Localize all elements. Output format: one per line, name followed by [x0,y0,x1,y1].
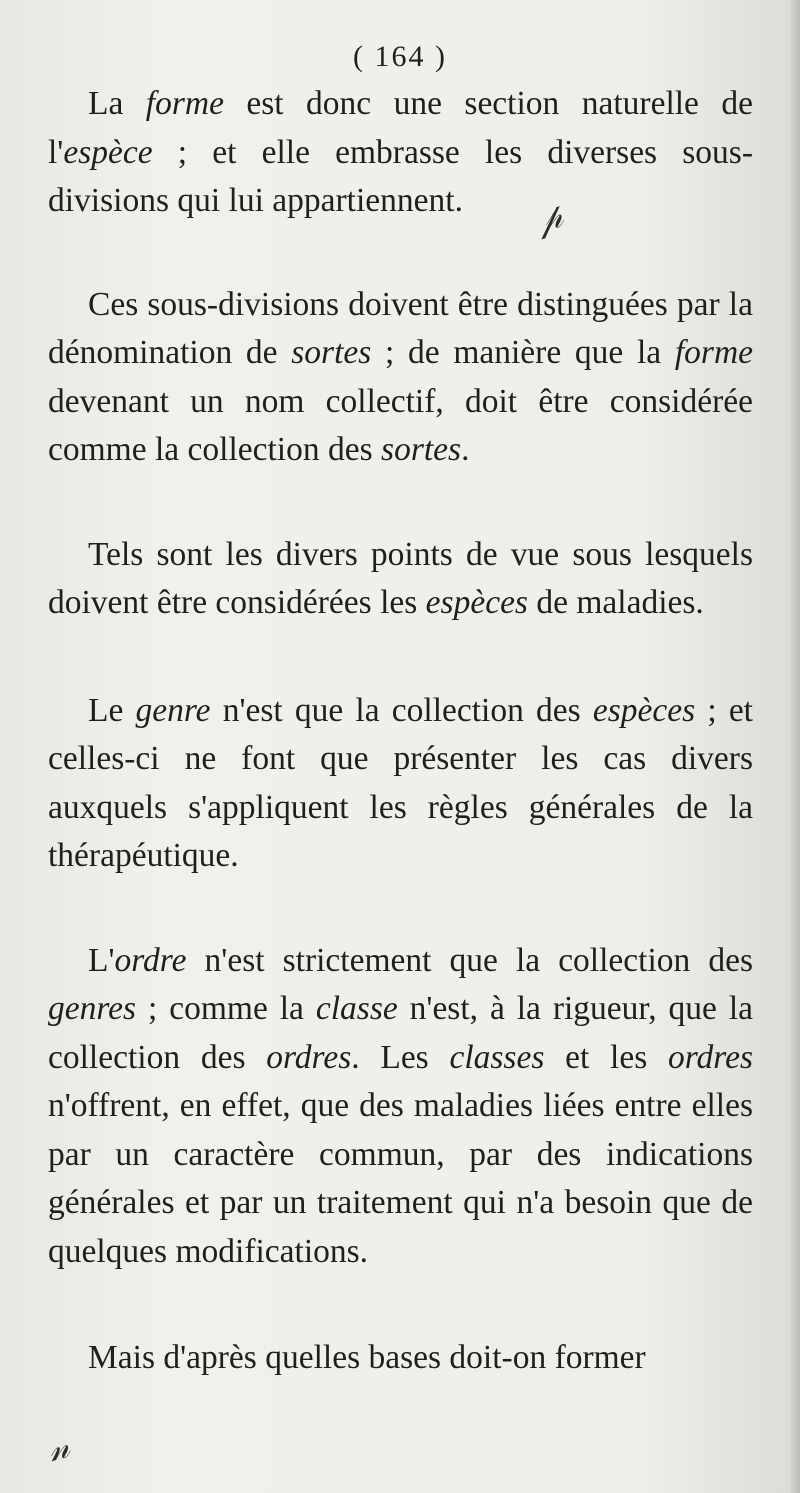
paragraph-genre [48,687,753,881]
page-number: ( 164 ) [353,40,447,73]
italic-term: genre [135,691,211,729]
text-run: n'est strictement que la collection des [186,941,753,979]
text-run: Tels sont les divers points de vue sous lesquels doivent être considérées les [48,535,753,621]
text-run: ; et celles-ci ne font que présenter les cas divers auxquels s'appliquent les règles générales de la thérapéutique. [48,691,753,874]
text-run: . [461,431,470,468]
italic-term: genres [48,990,137,1027]
paragraph-sous-divisions [48,281,753,475]
italic-term: sortes [291,334,372,371]
paragraph-mais [48,1334,753,1383]
text-run: L' [88,941,115,979]
italic-term: classe [315,990,398,1027]
text-run: Ces sous-divisions doivent être distinguées par la dénomination de [48,285,753,371]
text-run: . Les [351,1038,450,1076]
text-run: ; de manière que la [371,334,675,371]
handwritten-mark: 𝓃 [43,1425,74,1471]
text-run: n'est que la collection des [210,691,593,729]
italic-term: espèce [63,133,153,171]
text-run: ; comme la [136,990,316,1027]
text-run: La [88,85,146,122]
page-text [48,80,753,1383]
italic-term: forme [145,85,224,122]
text-run: n'est, à la rigueur, que la collection des [48,990,753,1076]
paragraph-points-de-vue [48,531,753,628]
text-run: n'offrent, en effet, que des maladies liées entre elles par un caractère commun, par des indications générales et par un traitement qui n'a besoin que de quelques modifications. [48,1087,753,1270]
paragraph-forme [48,80,753,226]
italic-term: sortes [381,431,462,468]
italic-term: espèces [425,584,528,621]
italic-term: espèces [592,691,696,729]
page-edge [790,0,800,1493]
italic-term: ordre [114,941,187,979]
text-run: Mais d'après quelles bases doit-on former [88,1339,646,1376]
text-run: devenant un nom collectif, doit être considérée comme la collection des [48,382,753,468]
paragraph-ordre [48,937,753,1277]
text-run: de maladies. [527,584,704,621]
text-run: Le [88,691,136,729]
text-run: et les [544,1038,668,1076]
italic-term: ordres [266,1038,352,1076]
italic-term: forme [674,334,753,371]
italic-term: classes [449,1038,545,1076]
italic-term: ordres [668,1038,753,1076]
text-run: est donc une section naturelle de l' [48,85,753,171]
text-run: ; et elle embrasse les diverses sous-divisions qui lui appartiennent. [48,133,753,219]
handwritten-mark: 𝓅 [533,195,568,241]
